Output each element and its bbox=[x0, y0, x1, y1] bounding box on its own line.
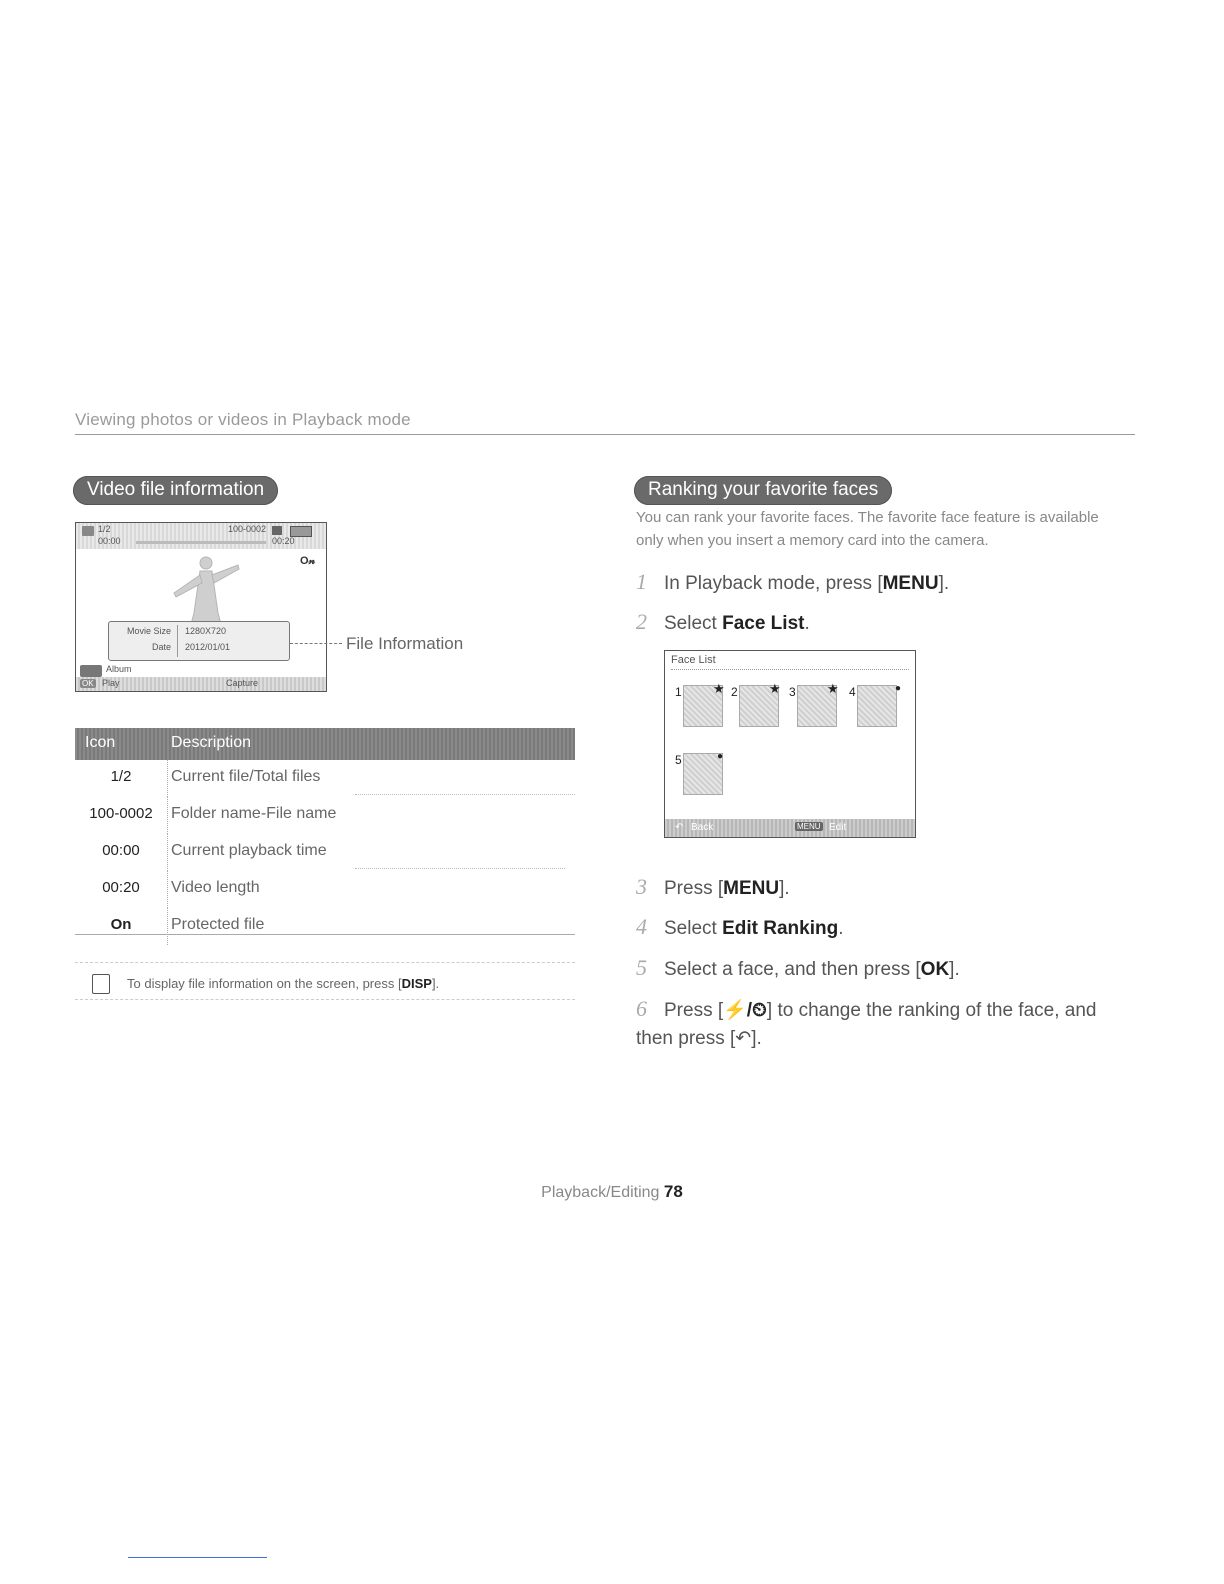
section-title-ranking: Ranking your favorite faces bbox=[634, 476, 892, 505]
dot-icon: ● bbox=[717, 751, 724, 762]
row-description: Video length bbox=[171, 879, 260, 896]
star-icon: ★ bbox=[769, 681, 781, 696]
callout-leader bbox=[290, 643, 342, 644]
table-row bbox=[75, 760, 575, 797]
table-header-icon: Icon bbox=[85, 734, 116, 751]
header-rule bbox=[75, 434, 1135, 435]
step-4: 4 Select Edit Ranking. bbox=[636, 914, 844, 939]
step-1: 1 In Playback mode, press [MENU]. bbox=[636, 569, 950, 594]
album-icon bbox=[80, 665, 102, 677]
file-info-overlay bbox=[108, 621, 290, 661]
row-description: Current file/Total files bbox=[171, 768, 321, 785]
ok-key-chip: OK bbox=[82, 679, 94, 688]
running-header: Viewing photos or videos in Playback mode bbox=[75, 410, 411, 429]
play-label: Play bbox=[102, 678, 120, 688]
info-value-date: 2012/01/01 bbox=[185, 642, 231, 652]
footer-section: Playback/Editing bbox=[541, 1184, 660, 1201]
screen-counter: 1/2 bbox=[98, 524, 111, 534]
table-row bbox=[75, 834, 575, 871]
video-icon bbox=[82, 526, 94, 536]
note-text: To display file information on the screen, press [DISP]. bbox=[127, 976, 440, 991]
face-number: 2 bbox=[731, 685, 738, 699]
info-value-movie-size: 1280X720 bbox=[185, 626, 227, 636]
star-icon: ★ bbox=[827, 681, 839, 696]
bottom-link-underline bbox=[128, 1557, 267, 1558]
page-number: 78 bbox=[663, 1182, 683, 1201]
step-2: 2 Select Face List. bbox=[636, 609, 810, 634]
capture-label: Capture bbox=[226, 678, 259, 688]
section-title-video-info: Video file information bbox=[73, 476, 278, 505]
file-information-callout: File Information bbox=[346, 634, 464, 653]
row-icon: 1/2 bbox=[110, 768, 132, 785]
table-header-description: Description bbox=[171, 734, 252, 751]
disp-key: DISP bbox=[401, 976, 432, 991]
row-description: Protected file bbox=[171, 916, 265, 933]
back-label: Back bbox=[691, 822, 714, 833]
table-bottom-rule bbox=[75, 934, 575, 935]
face-list-title: Face List bbox=[671, 654, 716, 666]
star-icon: ★ bbox=[713, 681, 725, 696]
note-icon bbox=[92, 974, 110, 994]
screen-total: 00:20 bbox=[272, 536, 295, 546]
row-icon: 100-0002 bbox=[89, 805, 153, 822]
menu-key-chip: MENU bbox=[797, 822, 821, 831]
table-row bbox=[75, 871, 575, 908]
face-number: 4 bbox=[849, 685, 856, 699]
screen-elapsed: 00:00 bbox=[98, 536, 121, 546]
face-number: 1 bbox=[675, 685, 682, 699]
info-label-movie-size: Movie Size bbox=[126, 626, 171, 636]
table-row bbox=[75, 908, 575, 945]
row-icon: 00:00 bbox=[102, 842, 140, 859]
back-icon: ↶ bbox=[675, 822, 684, 833]
edit-label: Edit bbox=[829, 822, 847, 833]
screen-bottom-bar bbox=[76, 677, 326, 691]
info-label-date: Date bbox=[151, 642, 171, 652]
camera-screen-mock bbox=[75, 522, 327, 692]
playback-progress bbox=[136, 541, 266, 544]
step-6: 6 Press [⚡/⏲] to change the ranking of the face, and then press [↶]. bbox=[636, 996, 1097, 1049]
step-3: 3 Press [MENU]. bbox=[636, 874, 790, 899]
row-description: Current playback time bbox=[171, 842, 327, 859]
face-list-bottom-bar bbox=[665, 819, 915, 837]
step-5: 5 Select a face, and then press [OK]. bbox=[636, 955, 960, 980]
face-number: 5 bbox=[675, 753, 682, 767]
face-list-screen bbox=[664, 650, 916, 838]
table-header bbox=[75, 728, 575, 760]
face-number: 3 bbox=[789, 685, 796, 699]
album-label: Album bbox=[106, 664, 132, 674]
quality-icon bbox=[272, 526, 282, 535]
page-footer bbox=[0, 1182, 1224, 1202]
face-thumbnail[interactable] bbox=[857, 685, 897, 727]
protect-icon: O𝓃 bbox=[300, 555, 316, 567]
dot-icon: ● bbox=[895, 683, 902, 694]
screen-file-name: 100-0002 bbox=[228, 524, 267, 534]
protect-icon: On bbox=[110, 916, 132, 933]
row-description: Folder name-File name bbox=[171, 805, 337, 822]
icon-description-table bbox=[75, 728, 575, 945]
info-separator bbox=[177, 625, 178, 657]
intro-paragraph: You can rank your favorite faces. The favorite face feature is available only when you insert a memory card into the camera. bbox=[636, 509, 1099, 549]
table-row bbox=[75, 797, 575, 834]
row-icon: 00:20 bbox=[102, 879, 140, 896]
